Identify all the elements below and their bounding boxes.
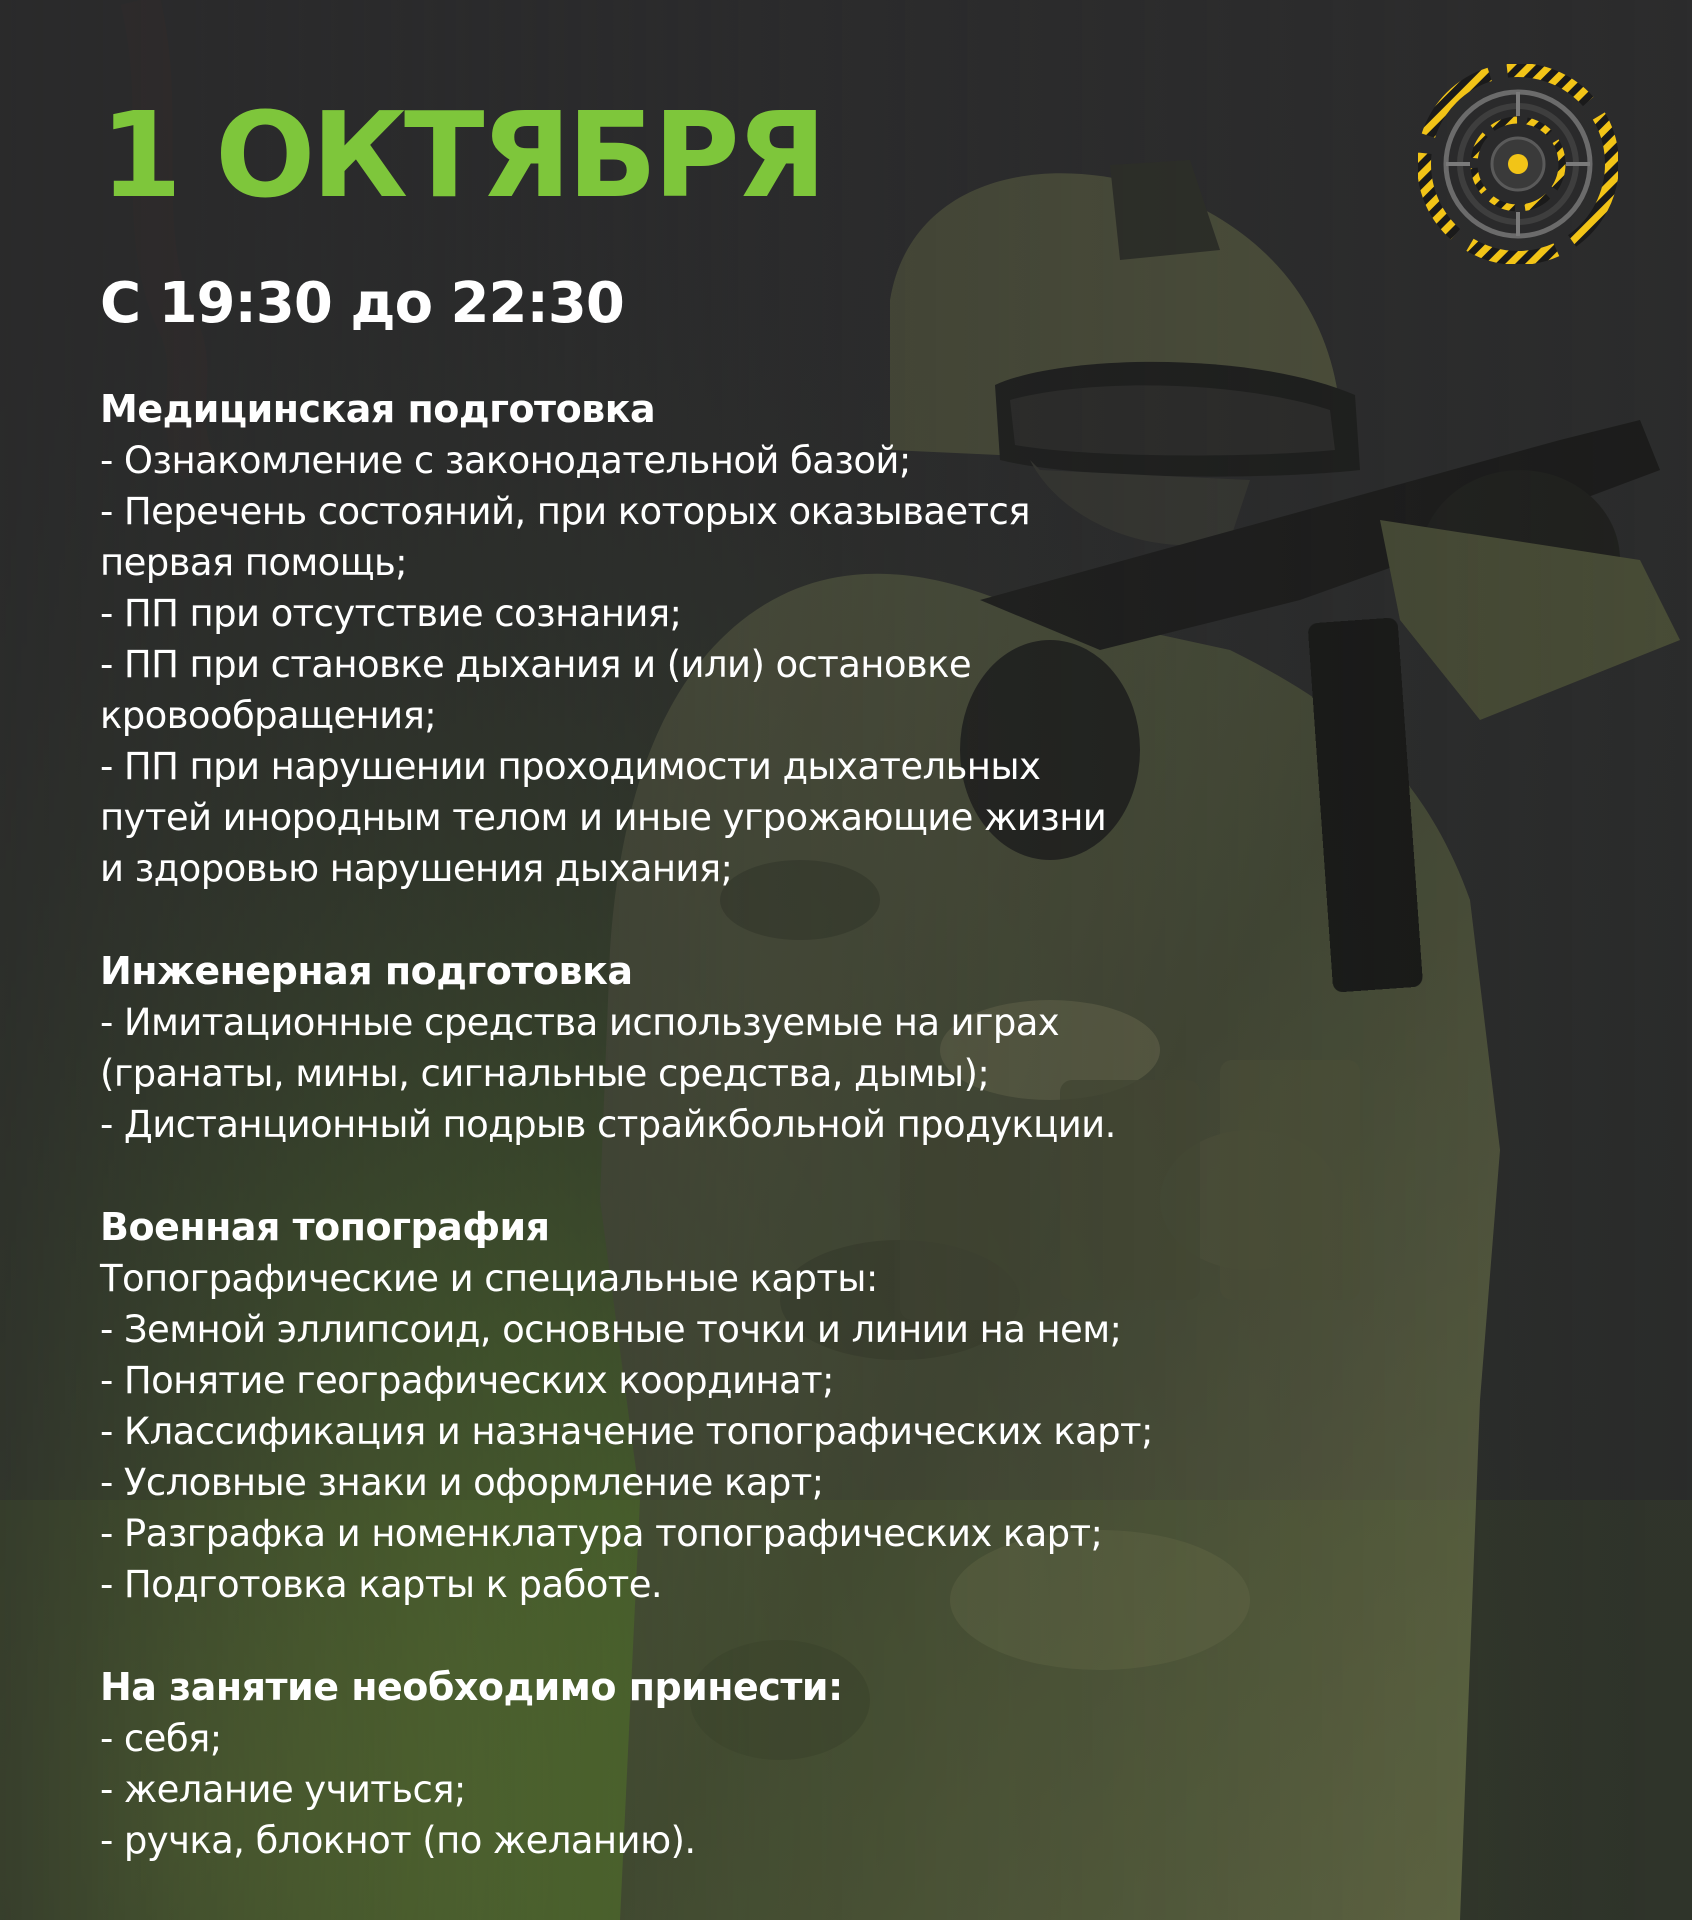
section-title: Военная топография	[100, 1205, 550, 1249]
section-title: Инженерная подготовка	[100, 949, 633, 993]
section-line: кровообращения;	[100, 694, 437, 737]
section-line: - Перечень состояний, при которых оказывается	[100, 490, 1030, 533]
hazard-ring-logo-icon	[1418, 64, 1618, 264]
section-line: - Условные знаки и оформление карт;	[100, 1461, 824, 1504]
section-title: Медицинская подготовка	[100, 387, 656, 431]
section-line: - ПП при нарушении проходимости дыхательных	[100, 745, 1041, 788]
schedule-content	[100, 86, 1300, 1866]
section-line: и здоровью нарушения дыхания;	[100, 847, 733, 890]
event-time: С 19:30 до 22:30	[100, 271, 624, 336]
section-line: - себя;	[100, 1717, 222, 1760]
section	[100, 946, 1300, 1150]
sections-list	[100, 384, 1300, 1866]
section-line: Топографические и специальные карты:	[100, 1257, 878, 1300]
section-line: - желание учиться;	[100, 1768, 466, 1811]
section-line: (гранаты, мины, сигнальные средства, дымы);	[100, 1052, 990, 1095]
section-lines	[100, 1253, 1300, 1610]
section-line: - Подготовка карты к работе.	[100, 1563, 663, 1606]
section-line: - Понятие географических координат;	[100, 1359, 834, 1402]
section-line: - Классификация и назначение топографических карт;	[100, 1410, 1153, 1453]
event-date: 1 ОКТЯБРЯ	[100, 86, 823, 224]
section-lines	[100, 435, 1300, 894]
section-line: - ПП при отсутствие сознания;	[100, 592, 682, 635]
section-line: - Имитационные средства используемые на играх	[100, 1001, 1060, 1044]
section-lines	[100, 997, 1300, 1150]
section	[100, 1662, 1300, 1866]
section	[100, 384, 1300, 894]
section-lines	[100, 1713, 1300, 1866]
section-line: первая помощь;	[100, 541, 408, 584]
section	[100, 1202, 1300, 1610]
section-line: путей инородным телом и иные угрожающие жизни	[100, 796, 1107, 839]
section-line: - Разграфка и номенклатура топографических карт;	[100, 1512, 1103, 1555]
section-line: - ПП при становке дыхания и (или) остановке	[100, 643, 972, 686]
section-line: - Земной эллипсоид, основные точки и линии на нем;	[100, 1308, 1122, 1351]
section-title: На занятие необходимо принести:	[100, 1665, 843, 1709]
section-line: - Дистанционный подрыв страйкбольной продукции.	[100, 1103, 1116, 1146]
section-line: - ручка, блокнот (по желанию).	[100, 1819, 696, 1862]
section-line: - Ознакомление с законодательной базой;	[100, 439, 911, 482]
